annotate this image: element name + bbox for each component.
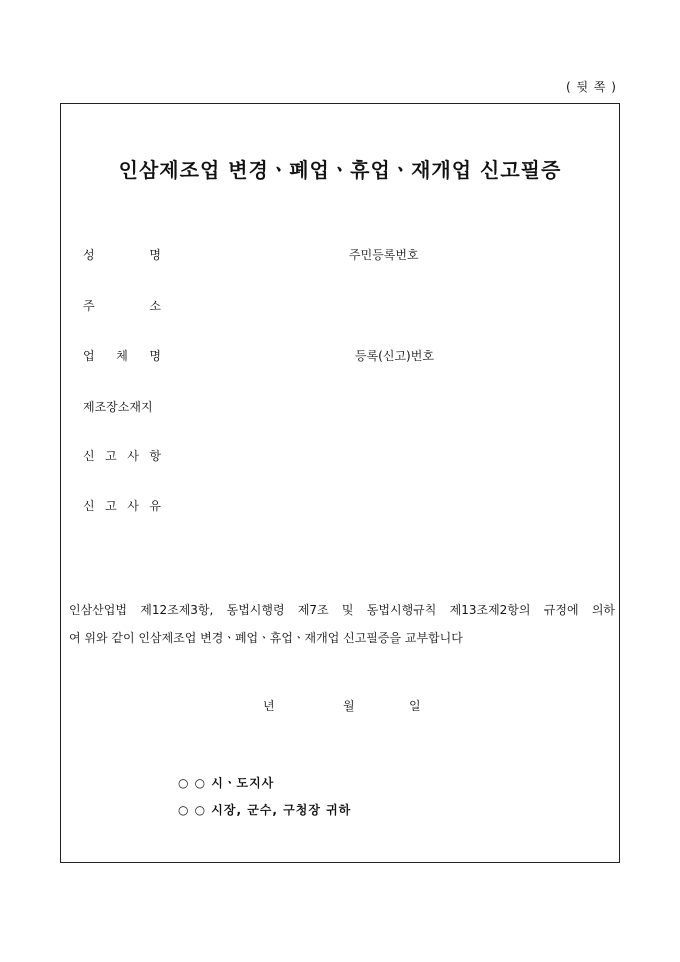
field-label-registration-number: 등록(신고)번호 <box>355 349 434 363</box>
field-label-report-matter-char: 신 <box>83 449 95 463</box>
field-label-report-matter-char: 고 <box>105 449 117 463</box>
date-month: 월 <box>343 699 355 713</box>
addressee-governor: ○ ○ 시ㆍ도지사 <box>178 776 275 790</box>
field-label-name-char: 성 <box>83 248 95 262</box>
field-label-report-reason <box>83 497 161 514</box>
field-label-name <box>83 246 161 263</box>
field-label-report-reason-char: 신 <box>83 499 95 513</box>
notice-line-1: 인삼산업법 제12조제3항, 동법시행령 제7조 및 동법시행규칙 제13조제2항의 규정에 의하 <box>69 603 615 617</box>
field-label-report-matter <box>83 447 161 464</box>
field-label-name-char: 명 <box>149 248 161 262</box>
field-label-report-reason-char: 유 <box>149 499 161 513</box>
field-label-business-name <box>83 347 161 364</box>
field-label-report-matter-char: 항 <box>149 449 161 463</box>
field-label-address-char: 주 <box>83 299 95 313</box>
field-label-resident-number: 주민등록번호 <box>349 248 419 262</box>
field-label-address <box>83 297 161 314</box>
document-title: 인삼제조업 변경ㆍ폐업ㆍ휴업ㆍ재개업 신고필증 <box>118 158 562 182</box>
notice-line-2: 여 위와 같이 인삼제조업 변경ㆍ폐업ㆍ휴업ㆍ재개업 신고필증을 교부합니다 <box>69 631 463 645</box>
addressee-mayor: ○ ○ 시장, 군수, 구청장 귀하 <box>178 803 352 817</box>
field-label-factory-location: 제조장소재지 <box>83 400 153 414</box>
certificate-frame <box>60 103 620 863</box>
date-year: 년 <box>263 699 275 713</box>
date-day: 일 <box>409 699 421 713</box>
field-label-business-char: 업 <box>83 349 95 363</box>
field-label-business-char: 체 <box>116 349 128 363</box>
field-label-address-char: 소 <box>149 299 161 313</box>
issuance-notice <box>69 596 615 652</box>
field-label-business-char: 명 <box>149 349 161 363</box>
field-label-report-reason-char: 고 <box>105 499 117 513</box>
field-label-report-reason-char: 사 <box>127 499 139 513</box>
page-side-label: ( 뒷 쪽 ) <box>566 80 617 94</box>
field-label-report-matter-char: 사 <box>127 449 139 463</box>
